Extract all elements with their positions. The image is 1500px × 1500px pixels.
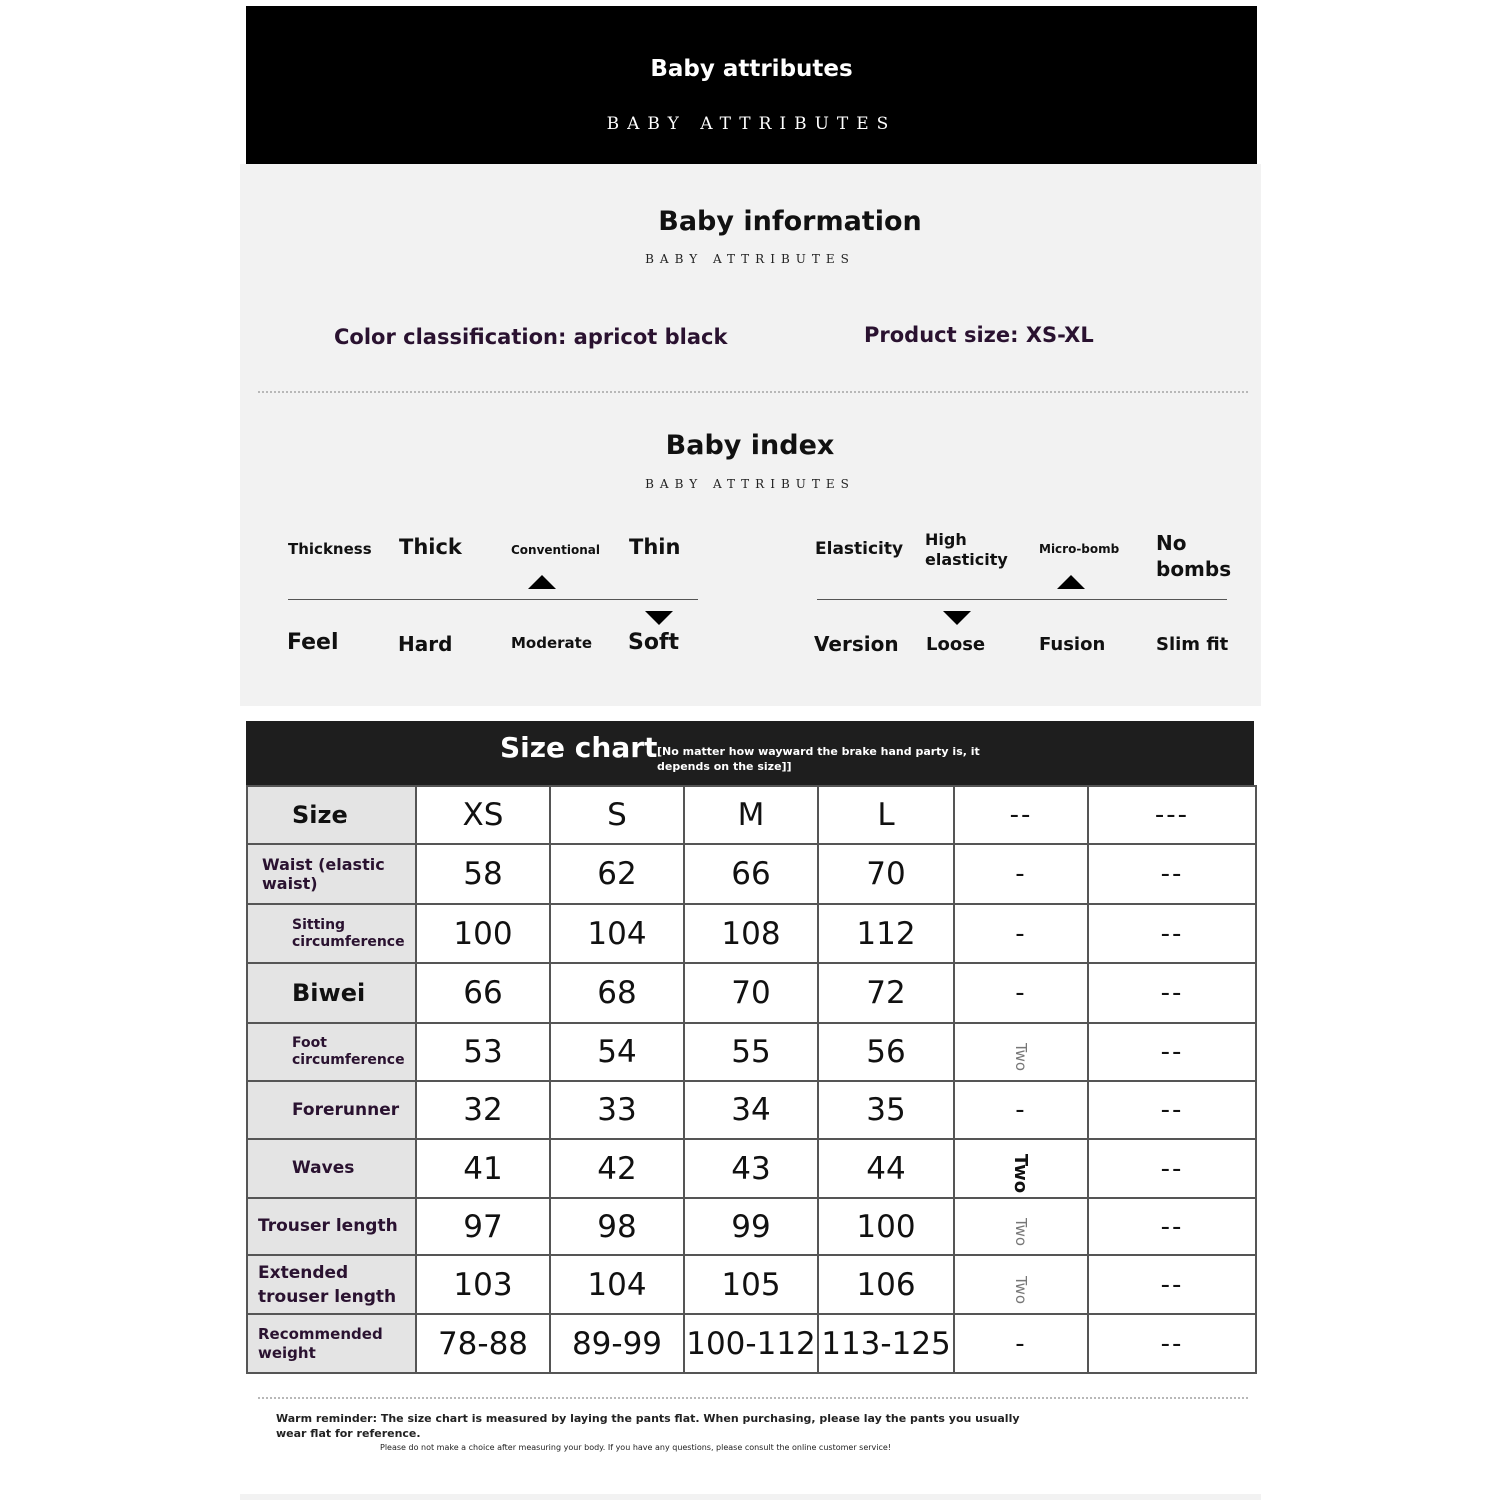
table-cell: 58: [416, 844, 550, 904]
version-fusion: Fusion: [1039, 634, 1106, 655]
header-cell: M: [684, 786, 818, 844]
table-row: [247, 1139, 1256, 1198]
version-loose: Loose: [926, 634, 986, 655]
table-cell: 54: [550, 1023, 684, 1081]
header-cell: L: [818, 786, 954, 844]
bottom-strip: [240, 1494, 1261, 1500]
table-cell: --: [1088, 1081, 1256, 1139]
table-cell: 53: [416, 1023, 550, 1081]
thickness-thin: Thin: [629, 535, 681, 559]
thickness-thick: Thick: [399, 535, 462, 559]
row-label: Trouser length: [247, 1198, 416, 1255]
row-label: Biwei: [247, 963, 416, 1023]
product-size: Product size: XS-XL: [864, 323, 1094, 347]
header-subtitle: BABY ATTRIBUTES: [606, 114, 897, 134]
table-cell: 103: [416, 1255, 550, 1314]
size-chart-table: [246, 785, 1257, 1374]
table-cell: 33: [550, 1081, 684, 1139]
color-classification: Color classification: apricot black: [334, 325, 728, 349]
table-cell: 32: [416, 1081, 550, 1139]
table-cell: 78-88: [416, 1314, 550, 1373]
table-cell: [954, 1255, 1088, 1314]
table-cell: 56: [818, 1023, 954, 1081]
table-cell: 104: [550, 1255, 684, 1314]
elasticity-scale-line: [817, 599, 1227, 600]
table-cell: 105: [684, 1255, 818, 1314]
header-cell: --: [954, 786, 1088, 844]
table-cell: --: [1088, 1198, 1256, 1255]
table-row: [247, 1255, 1256, 1314]
table-cell: -: [954, 1081, 1088, 1139]
index-subtitle: BABY ATTRIBUTES: [645, 477, 855, 491]
header-cell: XS: [416, 786, 550, 844]
table-cell: 89-99: [550, 1314, 684, 1373]
size-chart-note: [No matter how wayward the brake hand party is, it depends on the size]]: [657, 745, 980, 773]
thickness-conventional: Conventional: [511, 543, 600, 557]
table-cell: 113-125: [818, 1314, 954, 1373]
table-cell: 70: [684, 963, 818, 1023]
table-cell: 42: [550, 1139, 684, 1198]
warm-reminder: Warm reminder: The size chart is measured by laying the pants flat. When purchasing, please lay the pants you usually wear flat for reference.: [276, 1412, 1020, 1440]
feel-hard: Hard: [398, 632, 453, 656]
table-cell: 72: [818, 963, 954, 1023]
table-cell: 99: [684, 1198, 818, 1255]
divider: [258, 391, 1248, 393]
table-row: [247, 963, 1256, 1023]
header-cell: Size: [247, 786, 416, 844]
header-banner: [246, 6, 1257, 164]
row-label: Sitting circumference: [247, 904, 416, 963]
row-label: Extended trouser length: [247, 1255, 416, 1314]
table-cell: 106: [818, 1255, 954, 1314]
header-title: Baby attributes: [650, 56, 853, 82]
table-row: [247, 1023, 1256, 1081]
table-cell: --: [1088, 1255, 1256, 1314]
index-title: Baby index: [665, 430, 835, 461]
table-cell: [954, 1023, 1088, 1081]
table-cell-text: Two: [1012, 1217, 1030, 1246]
table-cell: 97: [416, 1198, 550, 1255]
size-chart-title: Size chart: [500, 731, 658, 764]
table-cell: 34: [684, 1081, 818, 1139]
table-cell: -: [954, 1314, 1088, 1373]
table-row: [247, 1314, 1256, 1373]
table-cell: [954, 1139, 1088, 1198]
elasticity-indicator-icon: [1057, 575, 1085, 589]
table-cell: --: [1088, 1139, 1256, 1198]
row-label: Foot circumference: [247, 1023, 416, 1081]
table-cell: -: [954, 844, 1088, 904]
table-cell: 98: [550, 1198, 684, 1255]
table-cell: 68: [550, 963, 684, 1023]
reminder-note: Please do not make a choice after measuring your body. If you have any questions, please consult the online customer service!: [380, 1443, 892, 1452]
header-cell: S: [550, 786, 684, 844]
info-title: Baby information: [658, 206, 922, 237]
table-cell: 44: [818, 1139, 954, 1198]
feel-moderate: Moderate: [511, 634, 593, 652]
row-label: Recommended weight: [247, 1314, 416, 1373]
table-cell: 108: [684, 904, 818, 963]
row-label: Waves: [247, 1139, 416, 1198]
table-row: [247, 844, 1256, 904]
row-label: Waist (elastic waist): [247, 844, 416, 904]
table-row: [247, 904, 1256, 963]
table-cell: 55: [684, 1023, 818, 1081]
table-cell-text: Two: [1012, 1042, 1030, 1072]
footer-divider: [258, 1397, 1248, 1399]
table-cell: -: [954, 904, 1088, 963]
table-cell: 100: [818, 1198, 954, 1255]
elasticity-high: High elasticity: [925, 530, 1008, 569]
size-chart-header: [246, 721, 1254, 785]
header-cell: ---: [1088, 786, 1256, 844]
table-cell: 112: [818, 904, 954, 963]
table-cell: 66: [416, 963, 550, 1023]
info-subtitle: BABY ATTRIBUTES: [645, 252, 855, 266]
table-cell: 66: [684, 844, 818, 904]
table-cell: 70: [818, 844, 954, 904]
table-cell-text: Two: [1012, 1275, 1030, 1304]
elasticity-no-bombs: No bombs: [1156, 531, 1232, 581]
feel-indicator-icon: [645, 611, 673, 625]
table-cell: 104: [550, 904, 684, 963]
thickness-label: Thickness: [288, 540, 372, 558]
feel-label: Feel: [287, 630, 339, 655]
elasticity-micro-bomb: Micro-bomb: [1039, 542, 1120, 556]
version-indicator-icon: [943, 611, 971, 625]
table-cell: 35: [818, 1081, 954, 1139]
table-cell: --: [1088, 904, 1256, 963]
table-cell: [954, 1198, 1088, 1255]
thickness-indicator-icon: [528, 575, 556, 589]
thickness-scale-line: [288, 599, 698, 600]
table-cell: --: [1088, 963, 1256, 1023]
table-cell: 41: [416, 1139, 550, 1198]
table-cell: -: [954, 963, 1088, 1023]
table-cell: --: [1088, 1314, 1256, 1373]
table-cell: 100-112: [684, 1314, 818, 1373]
feel-soft: Soft: [628, 630, 680, 655]
table-cell-text: Two: [1010, 1153, 1032, 1193]
row-label: Forerunner: [247, 1081, 416, 1139]
table-cell: 100: [416, 904, 550, 963]
table-cell: --: [1088, 844, 1256, 904]
elasticity-label: Elasticity: [815, 539, 904, 559]
version-label: Version: [814, 632, 899, 656]
table-cell: --: [1088, 1023, 1256, 1081]
table-row: [247, 1081, 1256, 1139]
table-header-row: [247, 786, 1256, 844]
table-cell: 62: [550, 844, 684, 904]
table-row: [247, 1198, 1256, 1255]
version-slim-fit: Slim fit: [1156, 634, 1229, 655]
table-cell: 43: [684, 1139, 818, 1198]
